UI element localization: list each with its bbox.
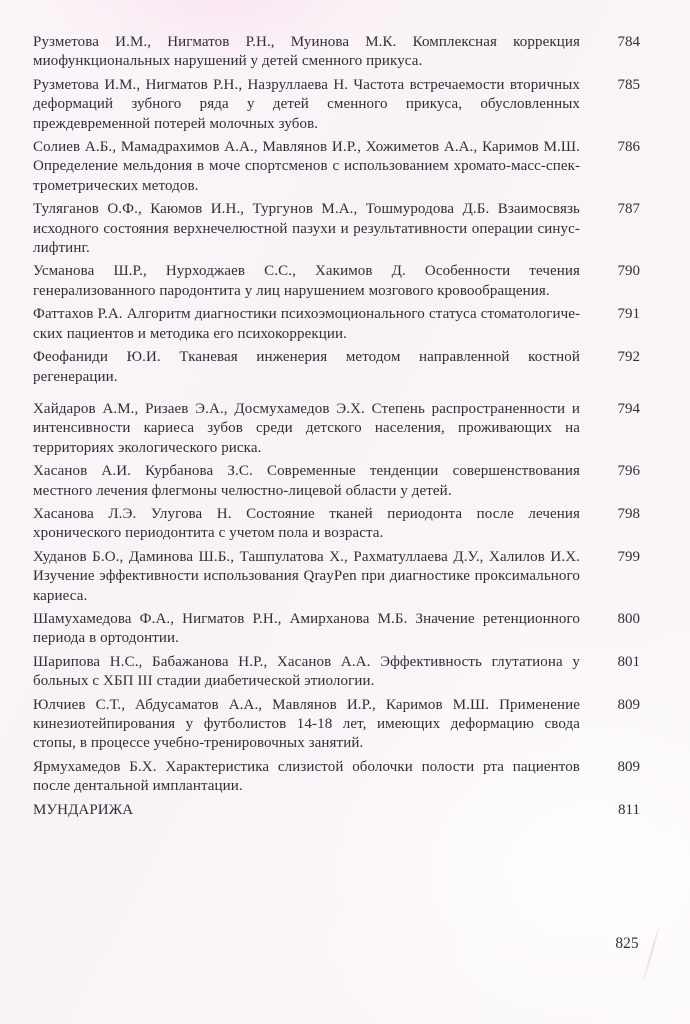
- toc-entry-text: Рузметова И.М., Нигматов Р.Н., Назруллаева Н. Частота встречаемости вторичных деформаций зубного ряда у детей сменного прикуса, обусловленных преждевременной потерей молочных зубов.: [33, 76, 580, 132]
- toc-entry-page-number: 798: [617, 505, 640, 522]
- toc-entry-mundarija: [33, 801, 640, 820]
- toc-entry-text: Солиев А.Б., Мамадрахимов А.А., Мавлянов И.Р., Хожиметов А.А., Каримов М.Ш. Определение мельдония в моче спортсменов с использованием хромато-масс-спектрометрических методов.: [33, 139, 580, 194]
- toc-entry-text: Рузметова И.М., Нигматов Р.Н., Муинова М.К. Комплексная коррекция миофункциональных нарушений у детей сменного прикуса.: [33, 34, 580, 70]
- toc-entry-page-number: 786: [617, 139, 640, 156]
- toc-entry-text: Юлчиев С.Т., Абдусаматов А.А., Мавлянов И.Р., Каримов М.Ш. Применение кинезиотейпирования у футболистов 14-18 лет, имеющих деформацию свода стопы, в процессе учебно-тренировочных занятий.: [33, 696, 580, 752]
- toc-entry-page-number: 787: [617, 201, 640, 218]
- toc-entry-page-number: 800: [617, 610, 640, 627]
- toc-entry: [33, 758, 640, 797]
- toc-entry: [33, 305, 640, 344]
- toc-entry-page-number: 796: [617, 463, 640, 480]
- toc-entry-page-number: 809: [617, 758, 640, 775]
- toc-entry: [33, 462, 640, 501]
- toc-entry-text: Феофаниди Ю.И. Тканевая инженерия методом направленной костной регенерации.: [33, 349, 580, 385]
- toc-entry-text: Шарипова Н.С., Бабажанова Н.Р., Хасанов А.А. Эффективность глутатиона у больных с ХБП III стадии диабетической этиологии.: [33, 653, 580, 690]
- toc-entry: [33, 262, 640, 301]
- toc-entry-text: МУНДАРИЖА: [33, 801, 134, 818]
- toc-entry-text: Шамухамедова Ф.А., Нигматов Р.Н., Амирханова М.Б. Значение ретенционного периода в ортодонтии.: [33, 610, 580, 647]
- toc-entry: [33, 505, 640, 544]
- toc-entry: [33, 548, 640, 606]
- toc-entry: [33, 696, 640, 754]
- toc-entry-text: Хайдаров А.М., Ризаев Э.А., Досмухамедов Э.Х. Степень распространенности и интенсивности кариеса зубов среди детского населения, проживающих на территориях экологического риска.: [33, 400, 580, 456]
- toc-entry: [33, 653, 640, 692]
- toc-entry-text: Фаттахов Р.А. Алгоритм диагностики психоэмоционального статуса стоматологических пациентов и методика его психокоррекции.: [33, 306, 580, 342]
- toc-entry-text: Худанов Б.О., Даминова Ш.Б., Ташпулатова Х., Рахматуллаева Д.У., Халилов И.Х. Изучение эффективности использования QrayPen при диагностике проксимального кариеса.: [33, 548, 580, 604]
- toc-entry: [33, 348, 640, 387]
- toc-entry-page-number: 784: [617, 34, 640, 50]
- toc-entry: [33, 610, 640, 649]
- toc-entry-page-number: 794: [617, 400, 640, 417]
- toc-entry-page-number: 799: [617, 548, 640, 565]
- page-number-footer: 825: [615, 935, 639, 952]
- toc-entry-text: Хасанова Л.Э. Улугова Н. Состояние тканей периодонта после лечения хронического периодонтита с учетом пола и возраста.: [33, 505, 580, 542]
- toc-entry-page-number: 809: [617, 696, 640, 713]
- toc-entry-page-number: 790: [617, 263, 640, 280]
- toc-entry-text: Ярмухамедов Б.Х. Характеристика слизистой оболочки полости рта пациентов после дентальной имплантации.: [33, 758, 580, 795]
- toc-entry: [33, 138, 640, 196]
- table-of-contents: [33, 33, 640, 824]
- toc-entry-text: Туляганов О.Ф., Каюмов И.Н., Тургунов М.А., Тошмуродова Д.Б. Взаимосвязь исходного состояния верхнечелюстной пазухи и результативности операции синус-лифтинг.: [33, 201, 580, 257]
- toc-entry-page-number: 801: [617, 653, 640, 670]
- toc-entry: [33, 76, 640, 134]
- toc-entry-page-number: 791: [617, 306, 640, 323]
- toc-entry-text: Усманова Ш.Р., Нурходжаев С.С., Хакимов Д. Особенности течения генерализованного пародонтита у лиц нарушением мозгового кровообращения.: [33, 263, 580, 299]
- toc-entry-page-number: 785: [617, 76, 640, 93]
- toc-entry-page-number: 811: [618, 801, 640, 818]
- toc-entry: [33, 33, 640, 72]
- toc-entry: [33, 200, 640, 258]
- toc-entry: [33, 400, 640, 458]
- toc-entry-text: Хасанов А.И. Курбанова З.С. Современные тенденции совершенствования местного лечения флегмоны челюстно-лицевой области у детей.: [33, 463, 580, 499]
- toc-entry-page-number: 792: [617, 349, 640, 366]
